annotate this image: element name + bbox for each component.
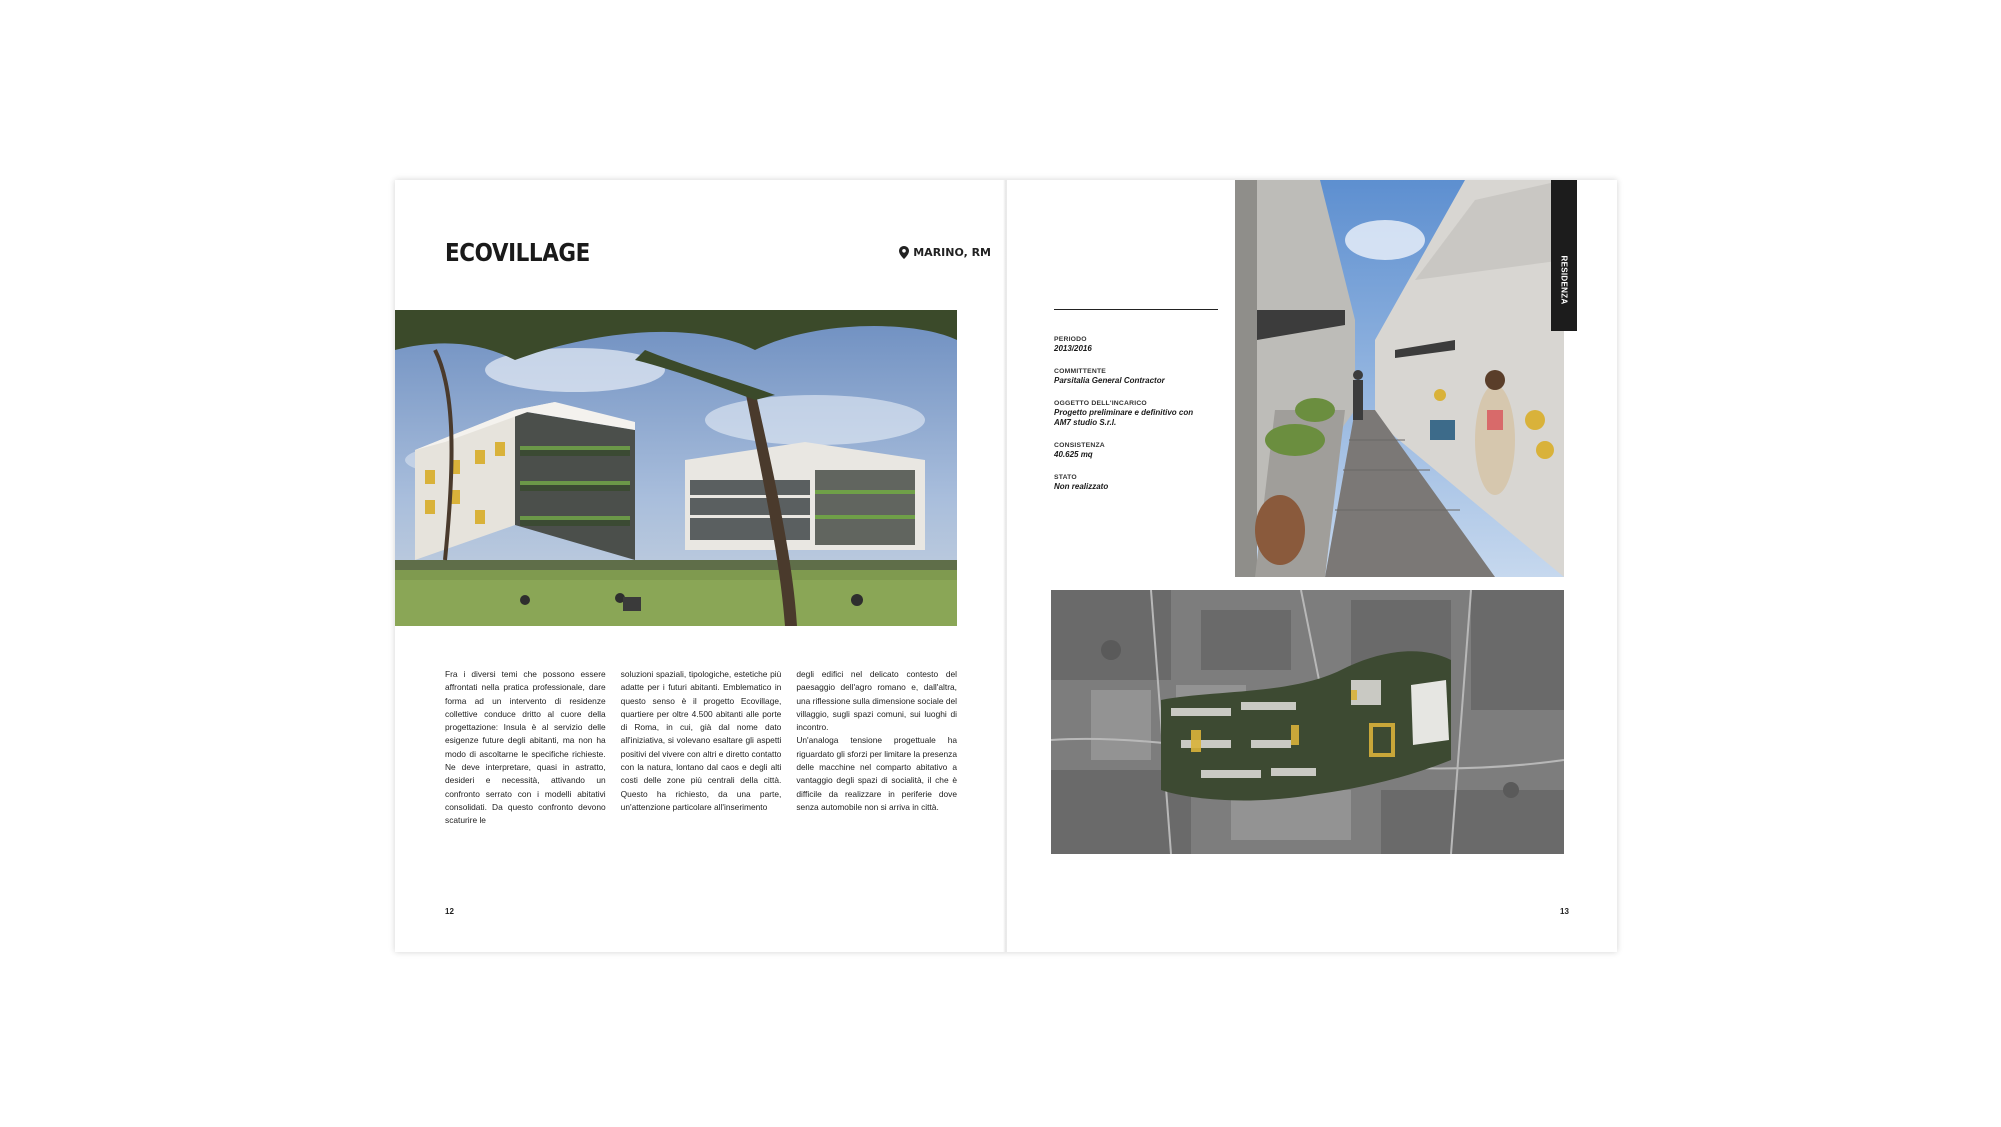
meta-item <box>1054 473 1204 492</box>
meta-value: 2013/2016 <box>1054 344 1092 353</box>
page-title: ECOVILLAGE <box>445 238 590 267</box>
meta-value: Non realizzato <box>1054 482 1109 491</box>
building-render-image <box>395 310 957 626</box>
map-pin-icon <box>899 246 909 259</box>
meta-label: OGGETTO DELL'INCARICO <box>1054 400 1147 407</box>
page-number: 13 <box>1560 907 1569 916</box>
meta-label: PERIODO <box>1054 336 1087 343</box>
paragraph: soluzioni spaziali, tipologiche, estetiche più adatte per i futuri abitanti. Emblematico in questo senso è il progetto Ecovillage, quartiere per oltre 4.500 abitanti alle porte di Roma, in cui, già dal nome dato all'iniziativa, si volevano esaltare gli aspetti positivi del vivere con altri e diretto contatto con la natura, lontano dal caos e degli alti costi delle zone più centrali della città. Questo ha richiesto, da una parte, un'attenzione particolare all'inserimento <box>620 669 782 812</box>
meta-value: Progetto preliminare e definitivo con AM7 studio S.r.l. <box>1054 408 1194 427</box>
meta-value: Parsitalia General Contractor <box>1054 376 1165 385</box>
right-page <box>1007 180 1617 952</box>
meta-value: 40.625 mq <box>1054 450 1093 459</box>
section-tab-label: RESIDENZA <box>1559 255 1569 305</box>
page-number: 12 <box>445 907 454 916</box>
meta-label: STATO <box>1054 474 1077 481</box>
left-page <box>395 180 1005 952</box>
street-render-image <box>1235 180 1564 577</box>
location-label <box>899 246 991 259</box>
paragraph: degli edifici nel delicato contesto del paesaggio dell'agro romano e, dall'altra, una riflessione sulla dimensione sociale del villaggio, sugli spazi comuni, sui luoghi di incontro. <box>796 669 958 733</box>
text-column-1 <box>445 668 606 828</box>
aerial-site-plan-image <box>1051 590 1564 854</box>
meta-label: CONSISTENZA <box>1054 442 1105 449</box>
location-text: MARINO, RM <box>913 246 991 259</box>
meta-label: COMMITTENTE <box>1054 368 1107 375</box>
paragraph: Un'analoga tensione progettuale ha riguardato gli sforzi per limitare la presenza delle macchine nel comparto abitativo a vantaggio degli spazi di socialità, il che è difficile da realizzare in periferie dove senza automobile non si arriva in città. <box>796 735 958 812</box>
book-spread <box>395 180 1617 952</box>
paragraph: Fra i diversi temi che possono essere affrontati nella pratica professionale, dare forma ad un intervento di residenze collettive conduce dritto al cuore della progettazione: Insula è al servizio delle esigenze future degli abitanti, ma non ha modo di ascoltarne le specifiche richieste. Ne deve interpretare, quasi in astratto, desideri e necessità, attivando un confronto serrato con i modelli abitativi consolidati. Da questo confronto devono scaturire le <box>445 669 606 826</box>
meta-item <box>1054 441 1204 460</box>
text-column-2 <box>621 668 782 828</box>
body-text <box>445 668 957 828</box>
meta-item <box>1054 335 1204 354</box>
project-metadata <box>1054 335 1204 505</box>
meta-item <box>1054 399 1204 428</box>
divider-rule <box>1054 309 1218 310</box>
meta-item <box>1054 367 1204 386</box>
text-column-3 <box>796 668 957 828</box>
section-tab <box>1551 180 1577 331</box>
